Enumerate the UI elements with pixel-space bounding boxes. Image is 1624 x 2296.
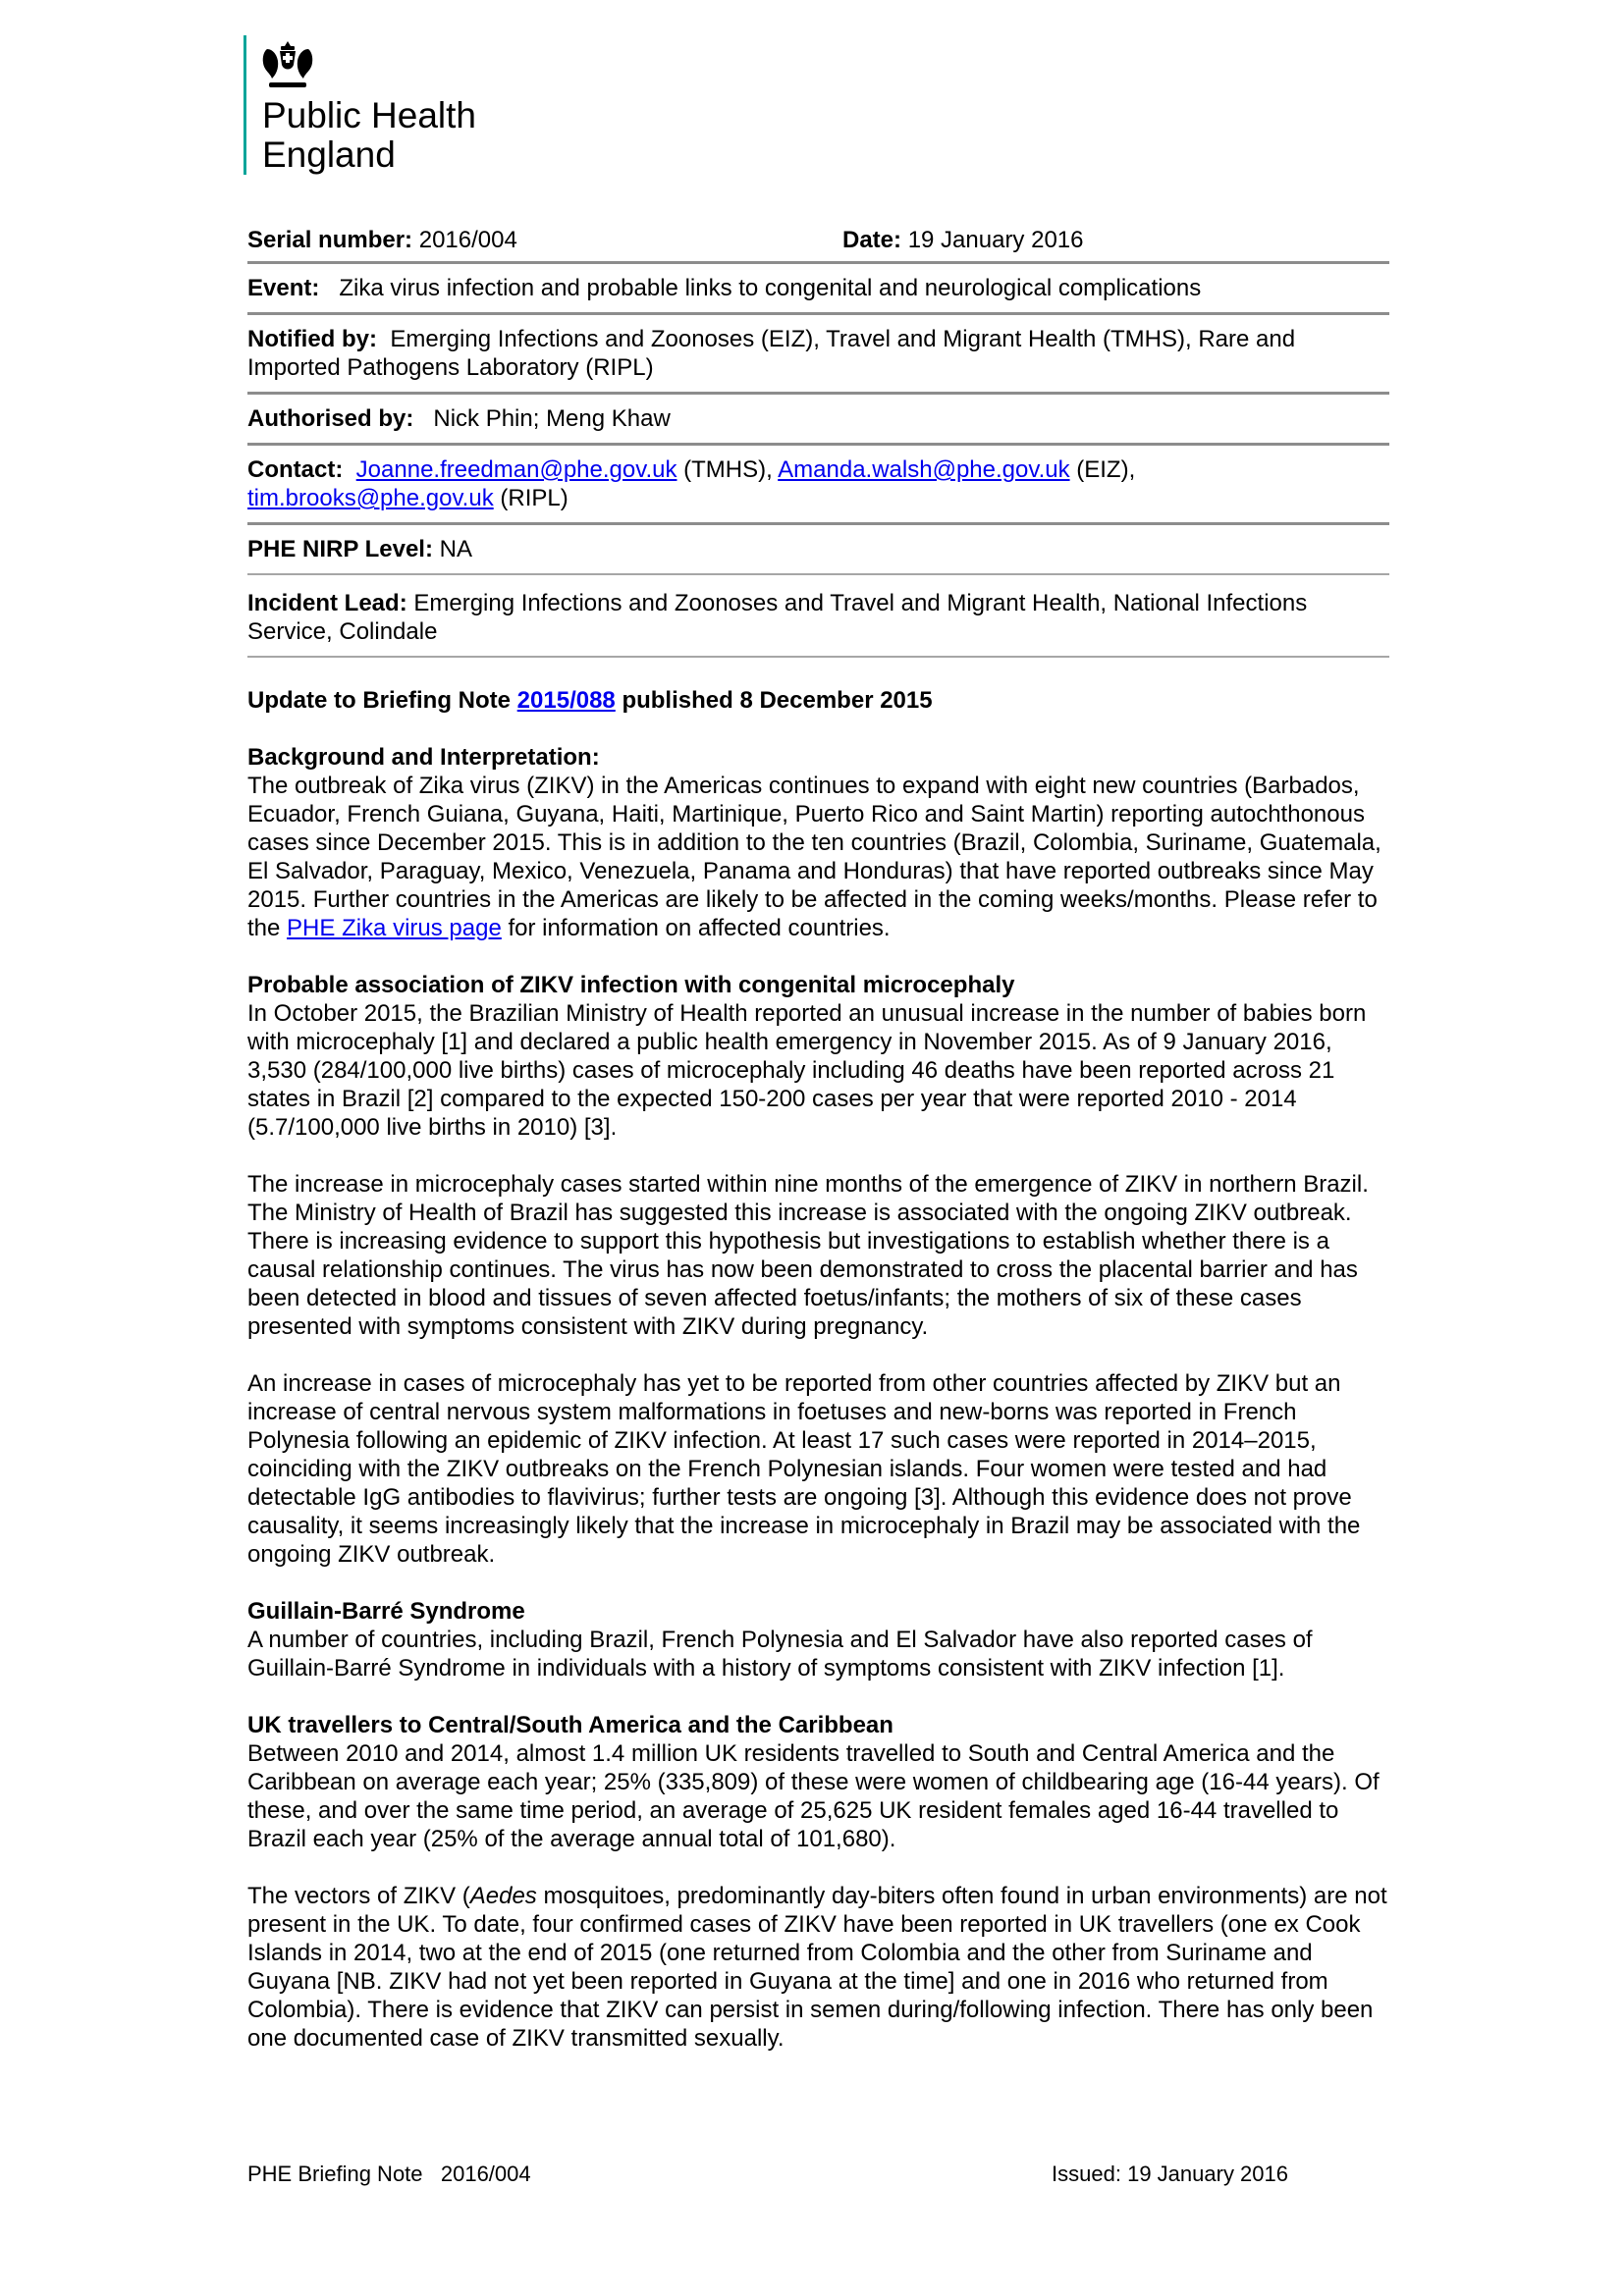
serial-value: 2016/004 <box>418 227 517 253</box>
contact-link-ripl[interactable]: tim.brooks@phe.gov.uk <box>247 485 494 511</box>
update-heading <box>247 686 1389 715</box>
nirp-field <box>247 525 1389 573</box>
contact-tag-tmhs: (TMHS), <box>683 456 773 483</box>
event-value: Zika virus infection and probable links to congenital and neurological complications <box>339 275 1202 301</box>
logo-accent-bar <box>244 35 246 175</box>
royal-crest-icon <box>259 39 316 90</box>
contact-tag-ripl: (RIPL) <box>500 485 568 511</box>
lead-label: Incident Lead: <box>247 590 407 616</box>
update-prefix: Update to Briefing Note <box>247 687 511 714</box>
aedes-term: Aedes <box>469 1883 537 1909</box>
gbs-title: Guillain-Barré Syndrome <box>247 1598 525 1625</box>
background-text <box>247 772 1389 942</box>
nirp-label: PHE NIRP Level: <box>247 536 433 562</box>
contact-link-tmhs[interactable]: Joanne.freedman@phe.gov.uk <box>355 456 677 483</box>
serial-date-row <box>247 226 1389 261</box>
briefing-content <box>247 226 1389 2053</box>
org-name-line1: Public Health <box>262 95 477 135</box>
serial-label: Serial number: <box>247 227 413 253</box>
page-footer <box>247 2160 1288 2188</box>
contact-tag-eiz: (EIZ), <box>1076 456 1136 483</box>
nirp-value: NA <box>439 536 472 562</box>
lead-field <box>247 575 1389 656</box>
uk-para2-part1: The vectors of ZIKV ( <box>247 1883 470 1909</box>
org-name-line2: England <box>262 134 396 175</box>
uk-travellers-title: UK travellers to Central/South America and the Caribbean <box>247 1712 893 1738</box>
microcephaly-title: Probable association of ZIKV infection with congenital microcephaly <box>247 972 1015 998</box>
uk-travellers-para-1: Between 2010 and 2014, almost 1.4 million UK residents travelled to South and Central America and the Caribbean on average each year; 25% (335,809) of these were women of childbearing age (16-44 years). Of these, and over the same time period, an average of 25,625 UK resident females aged 16-44 travelled to Brazil each year (25% of the average annual total of 101,680). <box>247 1740 1380 1852</box>
date-label: Date: <box>842 227 902 253</box>
gbs-text: A number of countries, including Brazil, French Polynesia and El Salvador have also reported cases of Guillain-Barré Syndrome in individuals with a history of symptoms consistent with ZIKV infection [1]. <box>247 1627 1313 1682</box>
microcephaly-para-3: An increase in cases of microcephaly has yet to be reported from other countries affected by ZIKV but an increase of central nervous system malformations in foetuses and new-borns was reported in French Polynesia following an epidemic of ZIKV infection. At least 17 such cases were reported in 2014–2015, coinciding with the ZIKV outbreaks on the French Polynesian islands. Four women were tested and had detectable IgG antibodies to flavivirus; further tests are ongoing [3]. Although this evidence does not prove causality, it seems increasingly likely that the increase in microcephaly in Brazil may be associated with the ongoing ZIKV outbreak. <box>247 1370 1361 1568</box>
phe-zika-page-link[interactable]: PHE Zika virus page <box>287 915 502 941</box>
notified-field <box>247 315 1389 392</box>
notified-label: Notified by: <box>247 326 377 352</box>
event-field <box>247 264 1389 312</box>
contact-label: Contact: <box>247 456 344 483</box>
microcephaly-para-1: In October 2015, the Brazilian Ministry of Health reported an unusual increase in the number of babies born with microcephaly [1] and declared a public health emergency in November 2015. As of 9 January 2016, 3,530 (284/100,000 live births) cases of microcephaly including 46 deaths have been reported across 21 states in Brazil [2] compared to the expected 150-200 cases per year that were reported 2010 - 2014 (5.7/100,000 live births in 2010) [3]. <box>247 1000 1367 1141</box>
date-value: 19 January 2016 <box>907 227 1084 253</box>
contact-link-eiz[interactable]: Amanda.walsh@phe.gov.uk <box>778 456 1070 483</box>
uk-para2-part2: mosquitoes, predominantly day-biters often found in urban environments) are not present in the UK. To date, four confirmed cases of ZIKV have been reported in UK travellers (one ex Cook Islands in 2014, two at the end of 2015 (one returned from Colombia and the other from Suriname and Guyana [NB. ZIKV had not yet been reported in Guyana at the time] and one in 2016 who returned from Colombia). There is evidence that ZIKV can persist in semen during/following infection. There has only been one documented case of ZIKV transmitted sexually. <box>247 1883 1387 2052</box>
background-text-part2: for information on affected countries. <box>508 915 891 941</box>
footer-left: PHE Briefing Note 2016/004 <box>247 2162 531 2186</box>
event-label: Event: <box>247 275 320 301</box>
background-title: Background and Interpretation: <box>247 744 600 771</box>
contact-field <box>247 446 1389 522</box>
authorised-value: Nick Phin; Meng Khaw <box>433 405 671 432</box>
org-name <box>262 96 476 175</box>
lead-value: Emerging Infections and Zoonoses and Travel and Migrant Health, National Infections Service, Colindale <box>247 590 1308 645</box>
uk-travellers-para-2 <box>247 1882 1389 2053</box>
microcephaly-para-2: The increase in microcephaly cases started within nine months of the emergence of ZIKV in northern Brazil. The Ministry of Health of Brazil has suggested this increase is associated with the ongoing ZIKV outbreak. There is increasing evidence to support this hypothesis but investigations to establish whether there is a causal relationship continues. The virus has now been demonstrated to cross the placental barrier and has been detected in blood and tissues of seven affected foetus/infants; the mothers of six of these cases presented with symptoms consistent with ZIKV during pregnancy. <box>247 1171 1369 1340</box>
authorised-field <box>247 395 1389 443</box>
briefing-note-link[interactable]: 2015/088 <box>516 687 616 714</box>
notified-value: Emerging Infections and Zoonoses (EIZ), Travel and Migrant Health (TMHS), Rare and Imported Pathogens Laboratory (RIPL) <box>247 326 1296 381</box>
update-suffix: published 8 December 2015 <box>622 687 933 714</box>
footer-right: Issued: 19 January 2016 <box>1052 2162 1288 2186</box>
background-text-part1: The outbreak of Zika virus (ZIKV) in the Americas continues to expand with eight new countries (Barbados, Ecuador, French Guiana, Guyana, Haiti, Martinique, Puerto Rico and Saint Martin) reporting autochthonous cases since December 2015. This is in addition to the ten countries (Brazil, Colombia, Suriname, Guatemala, El Salvador, Paraguay, Mexico, Venezuela, Panama and Honduras) that have reported outbreaks since May 2015. Further countries in the Americas are likely to be affected in the coming weeks/months. Please refer to the <box>247 773 1381 941</box>
authorised-label: Authorised by: <box>247 405 414 432</box>
